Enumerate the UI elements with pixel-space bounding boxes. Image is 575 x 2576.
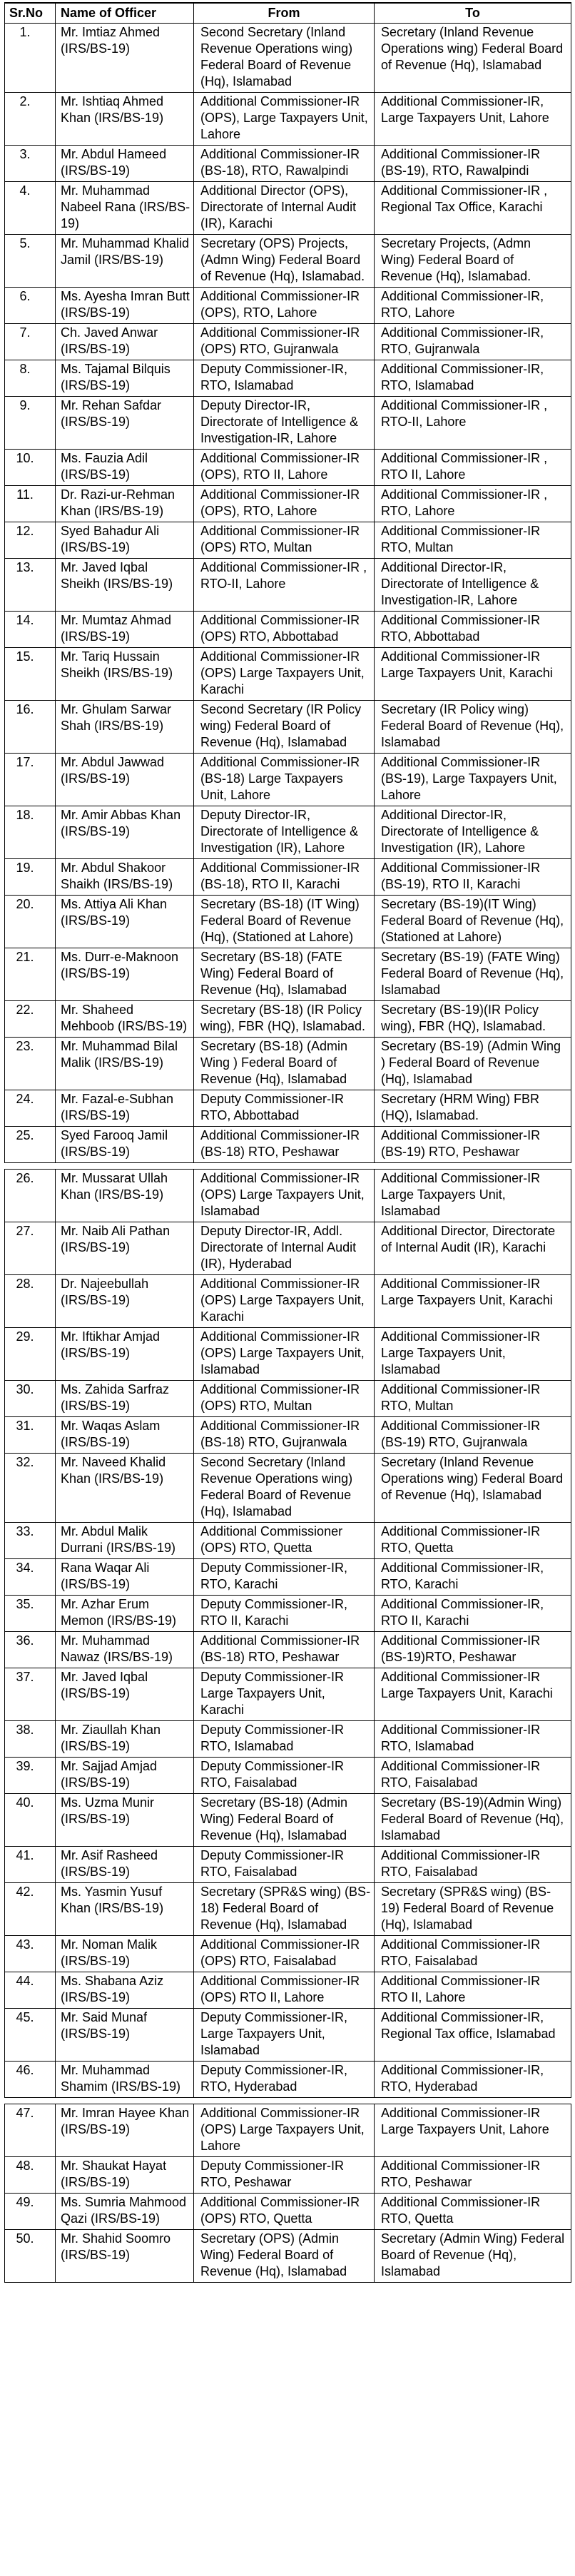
table-row [5,235,571,288]
table-row [5,1721,571,1758]
to-post-cell: Additional Commissioner-IR, RTO II, Karachi [375,1596,571,1632]
from-post-cell: Additional Commissioner-IR (OPS) RTO, Abbottabad [194,612,375,648]
to-post-cell: Secretary (BS-19)(IT Wing) Federal Board of Revenue (Hq), (Stationed at Lahore) [375,896,571,948]
sr-no-cell: 28. [5,1275,56,1328]
officer-name-cell: Mr. Shahid Soomro (IRS/BS-19) [56,2230,194,2283]
to-post-cell: Additional Commissioner-IR, RTO, Gujranwala [375,324,571,360]
officer-name-cell: Mr. Muhammad Bilal Malik (IRS/BS-19) [56,1038,194,1090]
table-row [5,1381,571,1417]
officer-name-cell: Mr. Shaheed Mehboob (IRS/BS-19) [56,1001,194,1038]
to-post-cell: Secretary (Inland Revenue Operations wing) Federal Board of Revenue (Hq), Islamabad [375,1454,571,1523]
table-row [5,806,571,859]
officer-name-cell: Mr. Javed Iqbal Sheikh (IRS/BS-19) [56,559,194,612]
to-post-cell: Additional Commissioner-IR (BS-19), RTO, Rawalpindi [375,146,571,182]
to-post-cell: Additional Commissioner-IR, Regional Tax office, Islamabad [375,2009,571,2062]
sr-no-cell: 49. [5,2194,56,2230]
from-post-cell: Secretary (BS-18) (IR Policy wing), FBR (HQ), Islamabad. [194,1001,375,1038]
to-post-cell: Additional Commissioner-IR RTO, Multan [375,522,571,559]
officer-name-cell: Ms. Uzma Munir (IRS/BS-19) [56,1794,194,1847]
officer-name-cell: Mr. Ziaullah Khan (IRS/BS-19) [56,1721,194,1758]
table-row [5,2230,571,2283]
officer-name-cell: Ms. Durr-e-Maknoon (IRS/BS-19) [56,948,194,1001]
to-post-cell: Secretary (Admin Wing) Federal Board of Revenue (Hq), Islamabad [375,2230,571,2283]
table-row [5,859,571,896]
from-post-cell: Secretary (BS-18) (IT Wing) Federal Board of Revenue (Hq), (Stationed at Lahore) [194,896,375,948]
from-post-cell: Deputy Commissioner-IR Large Taxpayers Unit, Karachi [194,1668,375,1721]
from-post-cell: Additional Commissioner (OPS) RTO, Quetta [194,1523,375,1559]
sr-no-cell: 36. [5,1632,56,1668]
table-row [5,1632,571,1668]
officer-name-cell: Mr. Mussarat Ullah Khan (IRS/BS-19) [56,1170,194,1222]
officers-table-page-1 [4,2,571,1163]
officer-name-cell: Mr. Sajjad Amjad (IRS/BS-19) [56,1758,194,1794]
to-post-cell: Secretary (HRM Wing) FBR (HQ), Islamabad. [375,1090,571,1127]
table-row [5,1417,571,1454]
from-post-cell: Secretary (BS-18) (Admin Wing ) Federal Board of Revenue (Hq), Islamabad [194,1038,375,1090]
to-post-cell: Additional Commissioner-IR, RTO, Hyderabad [375,2062,571,2098]
from-post-cell: Additional Commissioner-IR (OPS), Large Taxpayers Unit, Lahore [194,93,375,146]
from-post-cell: Additional Commissioner-IR (OPS) Large Taxpayers Unit, Islamabad [194,1170,375,1222]
table-row [5,2194,571,2230]
table-row [5,486,571,522]
officer-name-cell: Mr. Imtiaz Ahmed (IRS/BS-19) [56,24,194,93]
table-row [5,701,571,754]
from-post-cell: Deputy Commissioner-IR, RTO II, Karachi [194,1596,375,1632]
sr-no-cell: 29. [5,1328,56,1381]
from-post-cell: Second Secretary (IR Policy wing) Federal Board of Revenue (Hq), Islamabad [194,701,375,754]
officer-name-cell: Mr. Tariq Hussain Sheikh (IRS/BS-19) [56,648,194,701]
from-post-cell: Additional Commissioner-IR (OPS) RTO, Quetta [194,2194,375,2230]
sr-no-cell: 43. [5,1936,56,1972]
table-row [5,146,571,182]
sr-no-cell: 42. [5,1883,56,1936]
from-post-cell: Additional Commissioner-IR (OPS) Large Taxpayers Unit, Islamabad [194,1328,375,1381]
from-post-cell: Deputy Commissioner-IR RTO, Faisalabad [194,1847,375,1883]
table-row [5,450,571,486]
from-post-cell: Additional Commissioner-IR (OPS) RTO, Faisalabad [194,1936,375,1972]
sr-no-cell: 2. [5,93,56,146]
sr-no-cell: 10. [5,450,56,486]
sr-no-cell: 41. [5,1847,56,1883]
sr-no-cell: 18. [5,806,56,859]
officer-name-cell: Mr. Shaukat Hayat (IRS/BS-19) [56,2157,194,2194]
to-post-cell: Additional Commissioner-IR , Regional Tax Office, Karachi [375,182,571,235]
officer-name-cell: Ms. Shabana Aziz (IRS/BS-19) [56,1972,194,2009]
to-post-cell: Additional Commissioner-IR Large Taxpayers Unit, Islamabad [375,1170,571,1222]
from-post-cell: Deputy Commissioner-IR RTO, Faisalabad [194,1758,375,1794]
officer-name-cell: Mr. Abdul Malik Durrani (IRS/BS-19) [56,1523,194,1559]
from-post-cell: Secretary (SPR&S wing) (BS-18) Federal Board of Revenue (Hq), Islamabad [194,1883,375,1936]
to-post-cell: Additional Commissioner-IR Large Taxpayers Unit, Karachi [375,1668,571,1721]
table-row [5,1454,571,1523]
sr-no-cell: 24. [5,1090,56,1127]
table-row [5,1222,571,1275]
from-post-cell: Additional Commissioner-IR (BS-18), RTO II, Karachi [194,859,375,896]
table-row [5,522,571,559]
sr-no-cell: 30. [5,1381,56,1417]
table-row [5,1758,571,1794]
table-row [5,360,571,397]
sr-no-cell: 4. [5,182,56,235]
table-row [5,1170,571,1222]
officer-name-cell: Mr. Ishtiaq Ahmed Khan (IRS/BS-19) [56,93,194,146]
from-post-cell: Additional Commissioner-IR (OPS), RTO II, Lahore [194,450,375,486]
to-post-cell: Additional Commissioner-IR RTO, Faisalabad [375,1847,571,1883]
to-post-cell: Secretary (BS-19)(Admin Wing) Federal Board of Revenue (Hq), Islamabad [375,1794,571,1847]
sr-no-cell: 39. [5,1758,56,1794]
from-post-cell: Additional Commissioner-IR (BS-18) RTO, Gujranwala [194,1417,375,1454]
from-post-cell: Additional Commissioner-IR (OPS), RTO, Lahore [194,486,375,522]
from-post-cell: Additional Commissioner-IR (BS-18) RTO, Peshawar [194,1632,375,1668]
to-post-cell: Additional Commissioner-IR (BS-19)RTO, Peshawar [375,1632,571,1668]
table-row [5,648,571,701]
to-post-cell: Additional Director-IR, Directorate of Intelligence & Investigation (IR), Lahore [375,806,571,859]
officer-name-cell: Rana Waqar Ali (IRS/BS-19) [56,1559,194,1596]
officer-name-cell: Mr. Amir Abbas Khan (IRS/BS-19) [56,806,194,859]
to-post-cell: Secretary (BS-19) (FATE Wing) Federal Board of Revenue (Hq), Islamabad [375,948,571,1001]
officer-name-cell: Mr. Fazal-e-Subhan (IRS/BS-19) [56,1090,194,1127]
table-row [5,1596,571,1632]
from-post-cell: Deputy Director-IR, Directorate of Intelligence & Investigation-IR, Lahore [194,397,375,450]
table-row [5,288,571,324]
table-row [5,1972,571,2009]
table-row [5,612,571,648]
sr-no-cell: 34. [5,1559,56,1596]
sr-no-cell: 12. [5,522,56,559]
to-post-cell: Additional Commissioner-IR RTO, Faisalabad [375,1758,571,1794]
header-row [5,3,571,24]
table-row [5,896,571,948]
table-row [5,1559,571,1596]
officer-name-cell: Mr. Javed Iqbal (IRS/BS-19) [56,1668,194,1721]
sr-no-cell: 5. [5,235,56,288]
to-post-cell: Secretary (SPR&S wing) (BS-19) Federal Board of Revenue (Hq), Islamabad [375,1883,571,1936]
sr-no-cell: 17. [5,754,56,806]
to-post-cell: Additional Commissioner-IR , RTO II, Lahore [375,450,571,486]
table-row [5,2104,571,2157]
from-post-cell: Additional Commissioner-IR (OPS) Large Taxpayers Unit, Lahore [194,2104,375,2157]
from-post-cell: Additional Commissioner-IR (BS-18) Large Taxpayers Unit, Lahore [194,754,375,806]
officer-name-cell: Mr. Rehan Safdar (IRS/BS-19) [56,397,194,450]
sr-no-cell: 15. [5,648,56,701]
table-row [5,24,571,93]
from-post-cell: Secretary (OPS) Projects, (Admn Wing) Federal Board of Revenue (Hq), Islamabad. [194,235,375,288]
sr-no-cell: 3. [5,146,56,182]
officer-name-cell: Ms. Yasmin Yusuf Khan (IRS/BS-19) [56,1883,194,1936]
table-row [5,93,571,146]
sr-no-cell: 45. [5,2009,56,2062]
officer-name-cell: Ms. Sumria Mahmood Qazi (IRS/BS-19) [56,2194,194,2230]
table-row [5,2009,571,2062]
sr-no-cell: 6. [5,288,56,324]
sr-no-cell: 37. [5,1668,56,1721]
officer-name-cell: Mr. Naveed Khalid Khan (IRS/BS-19) [56,1454,194,1523]
to-post-cell: Additional Commissioner-IR RTO II, Lahore [375,1972,571,2009]
to-post-cell: Additional Commissioner-IR , RTO-II, Lahore [375,397,571,450]
officer-name-cell: Mr. Azhar Erum Memon (IRS/BS-19) [56,1596,194,1632]
from-post-cell: Deputy Commissioner-IR RTO, Islamabad [194,1721,375,1758]
to-post-cell: Secretary (BS-19)(IR Policy wing), FBR (HQ), Islamabad. [375,1001,571,1038]
officer-name-cell: Mr. Abdul Hameed (IRS/BS-19) [56,146,194,182]
from-post-cell: Additional Commissioner-IR (OPS) RTO, Multan [194,1381,375,1417]
sr-no-cell: 19. [5,859,56,896]
table-row [5,1847,571,1883]
officer-name-cell: Mr. Noman Malik (IRS/BS-19) [56,1936,194,1972]
from-post-cell: Second Secretary (Inland Revenue Operations wing) Federal Board of Revenue (Hq), Islamabad [194,1454,375,1523]
sr-no-cell: 35. [5,1596,56,1632]
from-post-cell: Deputy Commissioner-IR RTO, Abbottabad [194,1090,375,1127]
to-post-cell: Additional Commissioner-IR (BS-19) RTO, Gujranwala [375,1417,571,1454]
sr-no-cell: 11. [5,486,56,522]
officer-name-cell: Dr. Najeebullah (IRS/BS-19) [56,1275,194,1328]
from-post-cell: Secretary (OPS) (Admin Wing) Federal Board of Revenue (Hq), Islamabad [194,2230,375,2283]
to-post-cell: Additional Commissioner-IR RTO, Abbottabad [375,612,571,648]
officer-name-cell: Mr. Mumtaz Ahmad (IRS/BS-19) [56,612,194,648]
table-row [5,182,571,235]
from-post-cell: Additional Commissioner-IR (OPS) Large Taxpayers Unit, Karachi [194,648,375,701]
from-post-cell: Additional Commissioner-IR (BS-18), RTO, Rawalpindi [194,146,375,182]
officer-name-cell: Mr. Muhammad Khalid Jamil (IRS/BS-19) [56,235,194,288]
sr-no-cell: 23. [5,1038,56,1090]
sr-no-cell: 7. [5,324,56,360]
table-row [5,948,571,1001]
sr-no-cell: 46. [5,2062,56,2098]
from-post-cell: Additional Commissioner-IR (OPS), RTO, Lahore [194,288,375,324]
sr-no-cell: 50. [5,2230,56,2283]
sr-no-cell: 40. [5,1794,56,1847]
table-row [5,397,571,450]
table-row [5,1090,571,1127]
sr-no-cell: 14. [5,612,56,648]
table-row [5,1883,571,1936]
from-post-cell: Deputy Commissioner-IR, RTO, Hyderabad [194,2062,375,2098]
table-row [5,1668,571,1721]
table-row [5,324,571,360]
officer-name-cell: Mr. Naib Ali Pathan (IRS/BS-19) [56,1222,194,1275]
officer-name-cell: Ch. Javed Anwar (IRS/BS-19) [56,324,194,360]
table-row [5,1127,571,1163]
officer-name-cell: Ms. Ayesha Imran Butt (IRS/BS-19) [56,288,194,324]
table-row [5,754,571,806]
table-row [5,559,571,612]
officer-name-cell: Ms. Zahida Sarfraz (IRS/BS-19) [56,1381,194,1417]
sr-no-cell: 13. [5,559,56,612]
from-post-cell: Additional Commissioner-IR (OPS) RTO, Multan [194,522,375,559]
to-post-cell: Additional Director-IR, Directorate of Intelligence & Investigation-IR, Lahore [375,559,571,612]
to-post-cell: Additional Commissioner-IR, RTO, Karachi [375,1559,571,1596]
to-post-cell: Secretary (BS-19) (Admin Wing ) Federal Board of Revenue (Hq), Islamabad [375,1038,571,1090]
to-post-cell: Additional Commissioner-IR RTO, Multan [375,1381,571,1417]
sr-no-cell: 8. [5,360,56,397]
to-post-cell: Additional Commissioner-IR, Large Taxpayers Unit, Lahore [375,93,571,146]
sr-no-cell: 20. [5,896,56,948]
to-post-cell: Additional Commissioner-IR Large Taxpayers Unit, Karachi [375,1275,571,1328]
officer-name-cell: Syed Farooq Jamil (IRS/BS-19) [56,1127,194,1163]
column-header-from: From [194,3,375,24]
sr-no-cell: 48. [5,2157,56,2194]
table-row [5,1794,571,1847]
sr-no-cell: 38. [5,1721,56,1758]
from-post-cell: Additional Director (OPS), Directorate of Internal Audit (IR), Karachi [194,182,375,235]
to-post-cell: Additional Director, Directorate of Internal Audit (IR), Karachi [375,1222,571,1275]
to-post-cell: Additional Commissioner-IR (BS-19), RTO II, Karachi [375,859,571,896]
to-post-cell: Additional Commissioner-IR , RTO, Lahore [375,486,571,522]
from-post-cell: Additional Commissioner-IR (OPS) RTO, Gujranwala [194,324,375,360]
from-post-cell: Additional Commissioner-IR (BS-18) RTO, Peshawar [194,1127,375,1163]
to-post-cell: Additional Commissioner-IR Large Taxpayers Unit, Lahore [375,2104,571,2157]
to-post-cell: Additional Commissioner-IR Large Taxpayers Unit, Karachi [375,648,571,701]
to-post-cell: Additional Commissioner-IR RTO, Islamabad [375,1721,571,1758]
column-header-to: To [375,3,571,24]
from-post-cell: Deputy Commissioner-IR RTO, Peshawar [194,2157,375,2194]
officer-name-cell: Ms. Attiya Ali Khan (IRS/BS-19) [56,896,194,948]
sr-no-cell: 22. [5,1001,56,1038]
table-row [5,2062,571,2098]
officer-name-cell: Dr. Razi-ur-Rehman Khan (IRS/BS-19) [56,486,194,522]
officer-name-cell: Syed Bahadur Ali (IRS/BS-19) [56,522,194,559]
from-post-cell: Deputy Commissioner-IR, RTO, Islamabad [194,360,375,397]
officer-name-cell: Mr. Ghulam Sarwar Shah (IRS/BS-19) [56,701,194,754]
table-row [5,1936,571,1972]
from-post-cell: Deputy Commissioner-IR, Large Taxpayers Unit, Islamabad [194,2009,375,2062]
from-post-cell: Deputy Commissioner-IR, RTO, Karachi [194,1559,375,1596]
to-post-cell: Secretary Projects, (Admn Wing) Federal Board of Revenue (Hq), Islamabad. [375,235,571,288]
officer-name-cell: Mr. Abdul Shakoor Shaikh (IRS/BS-19) [56,859,194,896]
to-post-cell: Additional Commissioner-IR (BS-19), Large Taxpayers Unit, Lahore [375,754,571,806]
to-post-cell: Additional Commissioner-IR RTO, Quetta [375,1523,571,1559]
officer-name-cell: Mr. Muhammad Shamim (IRS/BS-19) [56,2062,194,2098]
table-row [5,1523,571,1559]
sr-no-cell: 27. [5,1222,56,1275]
sr-no-cell: 44. [5,1972,56,2009]
to-post-cell: Secretary (IR Policy wing) Federal Board of Revenue (Hq), Islamabad [375,701,571,754]
officers-table-page-3 [4,2104,571,2283]
officer-name-cell: Mr. Abdul Jawwad (IRS/BS-19) [56,754,194,806]
officer-name-cell: Mr. Imran Hayee Khan (IRS/BS-19) [56,2104,194,2157]
sr-no-cell: 33. [5,1523,56,1559]
officer-name-cell: Ms. Fauzia Adil (IRS/BS-19) [56,450,194,486]
sr-no-cell: 1. [5,24,56,93]
from-post-cell: Additional Commissioner-IR (OPS) Large Taxpayers Unit, Karachi [194,1275,375,1328]
officers-table-page-2 [4,1169,571,2098]
to-post-cell: Additional Commissioner-IR RTO, Quetta [375,2194,571,2230]
transfer-orders-table [4,2,571,2283]
from-post-cell: Deputy Director-IR, Directorate of Intelligence & Investigation (IR), Lahore [194,806,375,859]
sr-no-cell: 16. [5,701,56,754]
to-post-cell: Additional Commissioner-IR RTO, Peshawar [375,2157,571,2194]
column-header-sr-no: Sr.No [5,3,56,24]
to-post-cell: Additional Commissioner-IR, RTO, Lahore [375,288,571,324]
from-post-cell: Additional Commissioner-IR , RTO-II, Lahore [194,559,375,612]
sr-no-cell: 47. [5,2104,56,2157]
officer-name-cell: Mr. Muhammad Nawaz (IRS/BS-19) [56,1632,194,1668]
officer-name-cell: Mr. Muhammad Nabeel Rana (IRS/BS-19) [56,182,194,235]
sr-no-cell: 25. [5,1127,56,1163]
table-row [5,1038,571,1090]
column-header-name-of-officer: Name of Officer [56,3,194,24]
to-post-cell: Additional Commissioner-IR RTO, Faisalabad [375,1936,571,1972]
sr-no-cell: 21. [5,948,56,1001]
from-post-cell: Secretary (BS-18) (Admin Wing) Federal Board of Revenue (Hq), Islamabad [194,1794,375,1847]
to-post-cell: Additional Commissioner-IR Large Taxpayers Unit, Islamabad [375,1328,571,1381]
officer-name-cell: Mr. Said Munaf (IRS/BS-19) [56,2009,194,2062]
sr-no-cell: 32. [5,1454,56,1523]
from-post-cell: Deputy Director-IR, Addl. Directorate of Internal Audit (IR), Hyderabad [194,1222,375,1275]
to-post-cell: Secretary (Inland Revenue Operations wing) Federal Board of Revenue (Hq), Islamabad [375,24,571,93]
to-post-cell: Additional Commissioner-IR (BS-19) RTO, Peshawar [375,1127,571,1163]
sr-no-cell: 9. [5,397,56,450]
officer-name-cell: Ms. Tajamal Bilquis (IRS/BS-19) [56,360,194,397]
table-row [5,2157,571,2194]
from-post-cell: Second Secretary (Inland Revenue Operations wing) Federal Board of Revenue (Hq), Islamabad [194,24,375,93]
table-row [5,1328,571,1381]
officer-name-cell: Mr. Waqas Aslam (IRS/BS-19) [56,1417,194,1454]
sr-no-cell: 31. [5,1417,56,1454]
table-row [5,1001,571,1038]
from-post-cell: Additional Commissioner-IR (OPS) RTO II, Lahore [194,1972,375,2009]
officer-name-cell: Mr. Asif Rasheed (IRS/BS-19) [56,1847,194,1883]
sr-no-cell: 26. [5,1170,56,1222]
officer-name-cell: Mr. Iftikhar Amjad (IRS/BS-19) [56,1328,194,1381]
to-post-cell: Additional Commissioner-IR, RTO, Islamabad [375,360,571,397]
from-post-cell: Secretary (BS-18) (FATE Wing) Federal Board of Revenue (Hq), Islamabad [194,948,375,1001]
table-row [5,1275,571,1328]
